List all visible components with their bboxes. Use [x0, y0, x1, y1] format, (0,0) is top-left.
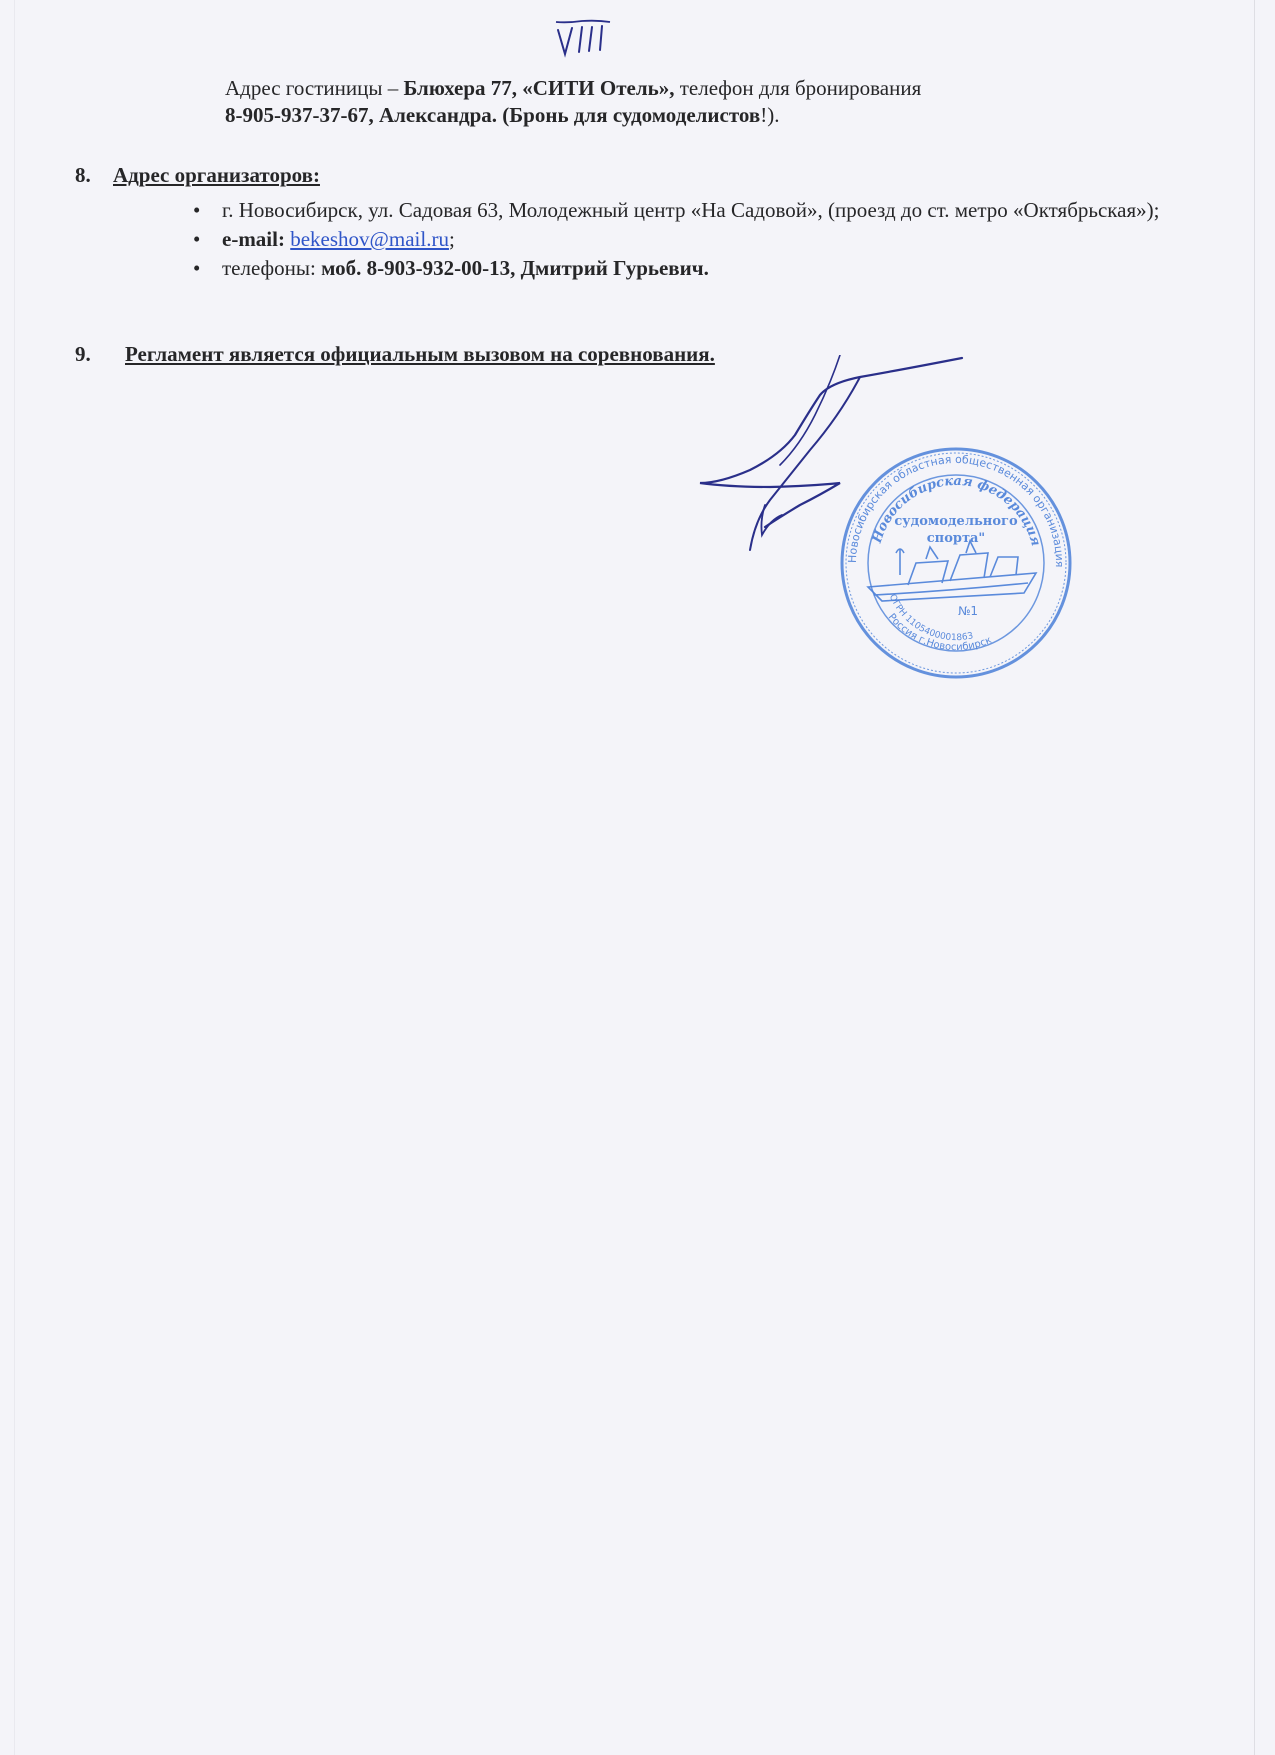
organization-seal — [838, 445, 1074, 681]
scan-edge-left — [14, 0, 15, 1755]
hotel-prefix: Адрес гостиницы – — [225, 76, 404, 100]
hotel-line-2 — [225, 102, 1085, 129]
hotel-closing: !). — [760, 103, 780, 127]
seal-number: №1 — [957, 604, 979, 618]
section-8-title — [75, 162, 320, 189]
section-8-heading: Адрес организаторов: — [113, 163, 320, 187]
organizers-list — [193, 197, 1197, 284]
organizer-address: г. Новосибирск, ул. Садовая 63, Молодежный центр «На Садовой», (проезд до ст. метро «Октябрьская»); — [222, 198, 1160, 222]
seal-inner-text: Новосибирская федерация — [869, 473, 1044, 548]
bullet-icon: • — [193, 198, 201, 222]
email-label: e-mail: — [222, 227, 285, 251]
section-8-number: 8. — [75, 163, 91, 187]
section-9-number: 9. — [75, 342, 91, 366]
phones-value: моб. 8-903-932-00-13, Дмитрий Гурьевич. — [321, 256, 709, 280]
seal-center-line-1: судомодельного — [894, 514, 1018, 529]
seal-outer-text: Новосибирская областная общественная организация — [845, 452, 1067, 568]
seal-city: Россия г.Новосибирск — [885, 611, 994, 654]
bullet-icon: • — [193, 256, 201, 280]
hotel-line-1 — [225, 75, 1085, 102]
ship-icon — [868, 541, 1036, 601]
scan-edge-right — [1254, 0, 1255, 1755]
email-tail: ; — [448, 227, 455, 251]
list-item-phones — [193, 255, 1197, 282]
hotel-suffix: телефон для бронирования — [674, 76, 922, 100]
seal-center-line-2: спорта" — [926, 531, 986, 546]
section-9-title — [75, 341, 715, 368]
bullet-icon: • — [193, 227, 201, 251]
phones-label: телефоны: — [222, 256, 322, 280]
hotel-address: Блюхера 77, «СИТИ Отель», — [403, 76, 675, 100]
hotel-phone-contact: 8-905-937-37-67, Александра. (Бронь для судомоделистов — [225, 103, 761, 127]
seal-ogrn: ОГРН 1105400001863 — [886, 592, 975, 644]
handwritten-page-mark — [552, 18, 612, 58]
section-9-heading: Регламент является официальным вызовом на соревнования. — [125, 342, 715, 366]
svg-text:Новосибирская областная общест — [846, 453, 1066, 568]
hotel-info — [225, 75, 1085, 129]
list-item-address — [193, 197, 1197, 224]
email-link[interactable]: bekeshov@mail.ru — [290, 227, 449, 251]
list-item-email — [193, 226, 1197, 253]
